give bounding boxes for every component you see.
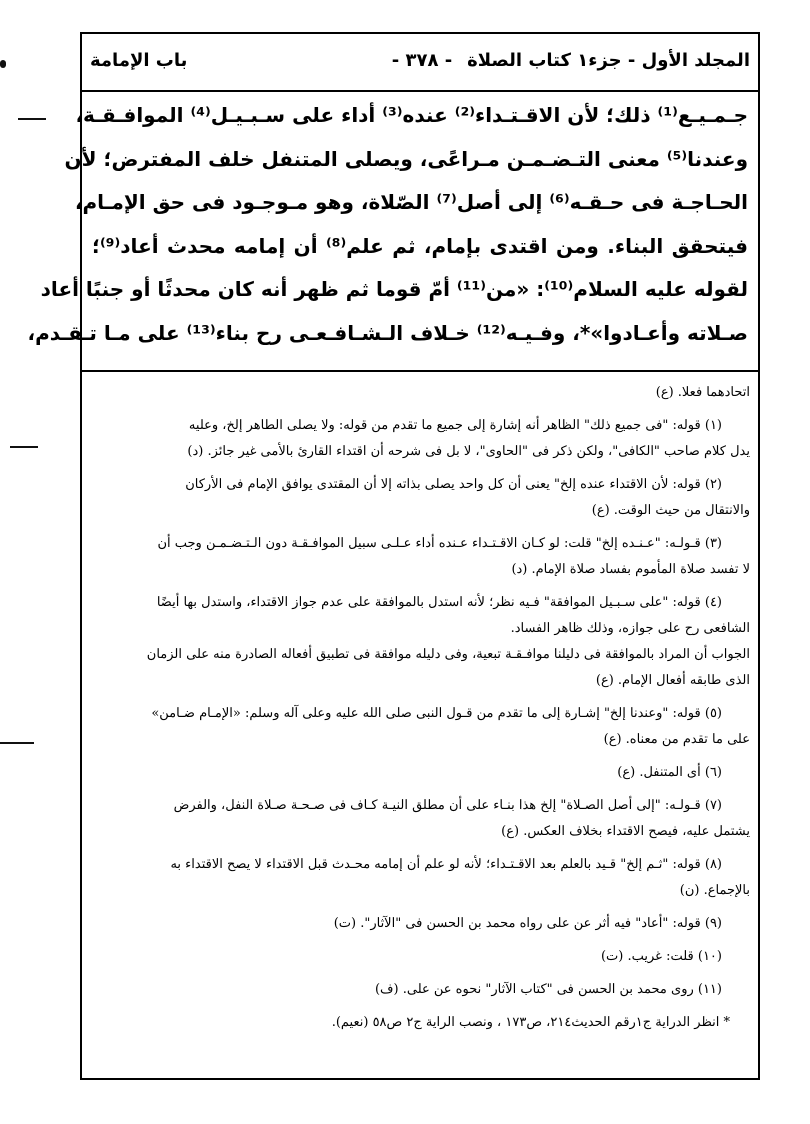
footnote-divider	[82, 370, 758, 372]
main-text-line: صـلاته وأعـادوا»*، وفـيـه⁽¹²⁾ خـلاف الـشـافـعـى رح بناء⁽¹³⁾ على مـا تـقـدم،	[27, 320, 748, 345]
footnote-line: (٥) قوله: "وعندنا إلخ" إشـارة إلى ما تقدم من قـول النبى صلى الله عليه وعلى آله وسلم: «الإمـام ضـامن»	[151, 706, 722, 721]
footnote-line: الجواب أن المراد بالموافقة فى دليلنا موافـقـة تبعية، وفى دليله موافقة فى تطبيق أفعاله الصادرة منه على الزمان	[146, 647, 750, 662]
header-volume-chapter: المجلد الأول - جزء١ كتاب الصلاة	[467, 50, 750, 71]
main-text	[27, 94, 748, 355]
footnote	[90, 413, 750, 465]
footnote	[90, 380, 750, 406]
scan-mark	[0, 60, 6, 68]
footnote	[90, 793, 750, 845]
footnote	[90, 1010, 750, 1036]
footnote	[90, 531, 750, 583]
main-text-line: الحـاجـة فى حـقـه⁽⁶⁾ إلى أصل⁽⁷⁾ الصّلاة، وهو مـوجـود فى حق الإمـام،	[74, 190, 748, 214]
footnote-line: لا تفسد صلاة المأموم بفساد صلاة الإمام. (د)	[511, 562, 750, 577]
footnote-line: الشافعى رح على جوازه، وذلك ظاهر الفساد.	[510, 621, 750, 636]
footnote	[90, 590, 750, 694]
footnote	[90, 760, 750, 786]
footnote	[90, 472, 750, 524]
footnote-line: (٦) أى المتنفل. (ع)	[617, 765, 722, 780]
footnote	[90, 977, 750, 1003]
footnote-line: (٢) قوله: لأن الاقتداء عنده إلخ" يعنى أن كل واحد يصلى بذاته إلا أن المقتدى يوافق الإمام فى الأركان	[185, 477, 722, 492]
header-section-title: باب الإمامة	[90, 50, 188, 71]
footnote-line: اتحادهما فعلا. (ع)	[655, 385, 750, 400]
footnote-line: (٤) قوله: "على سـبـيل الموافقة" فـيه نظر؛ لأنه استدل بالموافقة على عدم جواز الاقتداء، واستدل بها أيضًا	[156, 595, 722, 610]
footnote-line: (١٠) قلت: غريب. (ت)	[600, 949, 722, 964]
footnote-line: والانتقال من حيث الوقت. (ع)	[591, 503, 750, 518]
footnote	[90, 852, 750, 904]
footnote-line: * انظر الدراية ج١رقم الحديث٢١٤، ص١٧٣ ، ونصب الراية ج٢ ص٥٨ (نعيم).	[331, 1015, 730, 1030]
footnote	[90, 944, 750, 970]
footnote-line: الذى طابقه أفعال الإمام. (ع)	[595, 673, 750, 688]
main-text-line: وعندنا⁽⁵⁾ معنى التـضـمـن مـراعًى، ويصلى المتنفل خلف المفترض؛ لأن	[64, 146, 748, 171]
main-text-line: لقوله عليه السلام⁽¹⁰⁾: «من⁽¹¹⁾ أمّ قوما ثم ظهر أنه كان محدثًا أو جنبًا أعاد	[40, 277, 748, 301]
footnotes	[90, 380, 750, 1043]
footnote-line: (١) قوله: "فى جميع ذلك" الظاهر أنه إشارة إلى جميع ما تقدم من قوله: ولا يصلى الطاهر إلخ، وعليه	[188, 418, 722, 433]
footnote-line: (٣) قـولـه: "عـنـده إلخ" قلت: لو كـان الاقـتـداء عـنده أداء عـلـى سبيل الموافـقـة دون الـتـضـمـن وجب أن	[157, 536, 722, 551]
page-number: - ٣٧٨ -	[391, 50, 453, 71]
footnote-line: على ما تقدم من معناه. (ع)	[603, 732, 750, 747]
footnote-line: (٨) قوله: "ثـم إلخ" قـيد بالعلم بعد الاقـتـداء؛ لأنه لو علم أن إمامه محـدث قبل الاقتداء لا يصح الاقتداء به	[170, 857, 722, 872]
footnote-line: (٩) قوله: "أعاد" فيه أثر عن على رواه محمد بن الحسن فى "الآثار". (ت)	[333, 916, 722, 931]
footnote-line: يدل كلام صاحب "الكافى"، ولكن ذكر فى "الحاوى"، لا بل فى شرحه أن اقتداء القارئ بالأمى غير جائز. (د)	[187, 444, 750, 459]
scan-mark	[18, 118, 46, 120]
page-header	[82, 34, 758, 92]
main-text-line: جـمـيـع⁽¹⁾ ذلك؛ لأن الاقـتـداء⁽²⁾ عنده⁽³⁾ أداء على سـبـيـل⁽⁴⁾ الموافـقـة،	[75, 103, 748, 127]
footnote	[90, 701, 750, 753]
footnote-line: يشتمل عليه، فيصح الاقتداء بخلاف العكس. (ع)	[501, 824, 750, 839]
footnote-line: (٧) قـولـه: "إلى أصل الصـلاة" إلخ هذا بنـاء على أن مطلق النيـة كـاف فى صـحـة صـلاة النفل، والفرض	[173, 798, 722, 813]
main-text-line: فيتحقق البناء. ومن اقتدى بإمام، ثم علم⁽⁸⁾ أن إمامه محدث أعاد⁽⁹⁾؛	[92, 233, 748, 258]
footnote-line: (١١) روى محمد بن الحسن فى "كتاب الآثار" نحوه عن على. (ف)	[374, 982, 722, 997]
footnote-line: بالإجماع. (ن)	[679, 883, 750, 898]
page-frame	[27, 32, 760, 1080]
footnote	[90, 911, 750, 937]
scan-mark	[0, 742, 34, 744]
scan-mark	[10, 446, 38, 448]
